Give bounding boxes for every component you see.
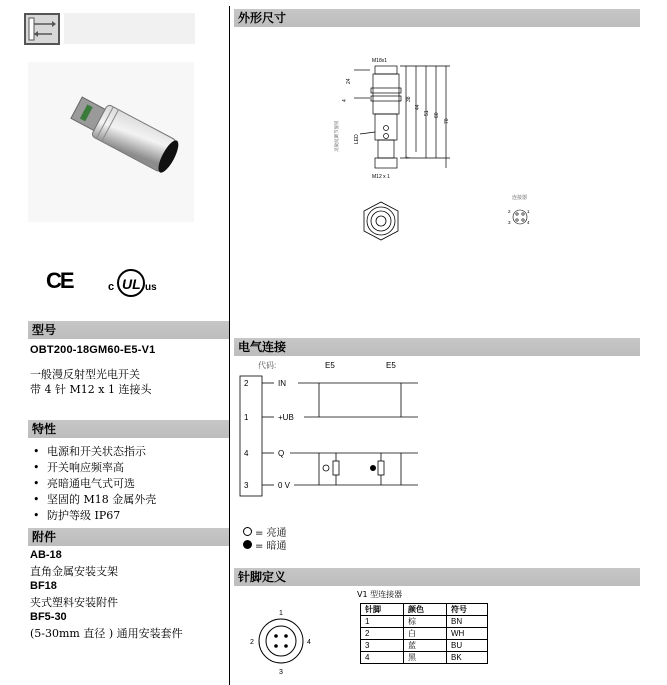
model-number: OBT200-18GM60-E5-V1 (30, 344, 156, 356)
table-cell: 2 (361, 628, 404, 640)
pinout-connector-drawing (248, 605, 318, 677)
knob-label: 灵敏度调节旋钮 (335, 120, 340, 152)
accessory-code: BF18 (30, 580, 57, 592)
conn-pin-1: 1 (527, 209, 530, 214)
table-cell: 1 (361, 616, 404, 628)
feature-item: • 坚固的 M18 金属外壳 (33, 493, 157, 506)
legend-dark (243, 537, 287, 552)
pin-label-1: 1 (279, 610, 283, 617)
accessory-desc: 夹式塑料安装附件 (30, 596, 118, 609)
features-section-header: 特性 (28, 420, 229, 438)
dim-24: 24 (346, 78, 352, 84)
terminal-label: +UB (278, 413, 294, 422)
accessory-code: BF5-30 (30, 611, 67, 623)
electrical-section-header: 电气连接 (234, 338, 640, 356)
table-row (361, 640, 488, 652)
open-circle-icon (243, 527, 252, 536)
table-header-row (361, 604, 488, 616)
wiring-col1: E5 (325, 361, 335, 370)
cul-mark (108, 266, 160, 300)
feature-item: • 防护等级 IP67 (33, 509, 121, 522)
table-row (361, 616, 488, 628)
table-cell: BN (447, 616, 488, 628)
pinout-section-header: 针脚定义 (234, 568, 640, 586)
legend-light-text: = 亮通 (255, 528, 287, 539)
accessory-desc: (5-30mm 直径 ) 通用安装套件 (30, 627, 183, 640)
terminal-num: 2 (244, 379, 249, 388)
feature-text: 亮暗通电气式可选 (47, 477, 135, 490)
ce-mark: CE (46, 268, 73, 293)
feature-text: 坚固的 M18 金属外壳 (47, 493, 157, 506)
column-header: 针脚 (361, 604, 404, 616)
wiring-col2: E5 (386, 361, 396, 370)
pin-label-2: 2 (250, 639, 254, 646)
feature-text: 电源和开关状态指示 (47, 445, 146, 458)
thread-top-label: M18x1 (372, 58, 388, 64)
connector-small-drawing (505, 205, 535, 229)
feature-text: 开关响应频率高 (47, 461, 124, 474)
conn-pin-4: 4 (527, 220, 530, 225)
ul-c-text: c (108, 281, 115, 293)
pin-label-4: 4 (307, 639, 311, 646)
terminal-label: IN (278, 379, 286, 388)
product-description-2: 带 4 针 M12 x 1 连接头 (30, 383, 152, 396)
dim-44: 44 (415, 104, 421, 110)
table-cell: 黑 (404, 652, 447, 664)
model-section-header: 型号 (28, 321, 229, 339)
table-cell: BU (447, 640, 488, 652)
terminal-num: 3 (244, 481, 249, 490)
wiring-code-label: 代码: (258, 361, 277, 370)
conn-pin-3: 3 (508, 220, 511, 225)
led-label: LED (354, 134, 360, 144)
sensor-type-icon (24, 13, 60, 45)
header-strip (64, 13, 195, 44)
wiring-diagram (238, 358, 428, 503)
feature-item: • 开关响应频率高 (33, 461, 124, 474)
dim-60: 60 (434, 112, 440, 118)
terminal-label: Q (278, 449, 285, 458)
dim-7: 7 (406, 156, 412, 159)
front-view-drawing (360, 200, 402, 242)
dim-38: 38 (406, 96, 412, 102)
accessory-desc: 直角金属安装支架 (30, 565, 118, 578)
column-header: 颜色 (404, 604, 447, 616)
terminal-num: 1 (244, 413, 249, 422)
dimension-drawing (330, 52, 470, 187)
pin-label-3: 3 (279, 669, 283, 676)
dimensions-section-header: 外形尺寸 (234, 9, 640, 27)
ul-us-text: us (145, 282, 157, 293)
dim-70: 70 (444, 118, 450, 124)
column-header: 符号 (447, 604, 488, 616)
connector-title: V1 型连接器 (357, 590, 403, 599)
ul-text: UL (122, 276, 141, 292)
table-cell: 4 (361, 652, 404, 664)
accessory-code: AB-18 (30, 549, 62, 561)
terminal-num: 4 (244, 449, 249, 458)
terminal-label: 0 V (278, 481, 291, 490)
feature-item: • 亮暗通电气式可选 (33, 477, 135, 490)
thread-bottom-label: M12 x 1 (372, 174, 390, 180)
connector-caption: 连接器 (512, 195, 528, 201)
dim-51: 51 (424, 110, 430, 116)
column-divider (229, 6, 230, 685)
table-row (361, 628, 488, 640)
pinout-table (360, 603, 488, 664)
product-photo (28, 62, 194, 222)
legend-dark-text: = 暗通 (255, 541, 287, 552)
table-cell: WH (447, 628, 488, 640)
table-cell: BK (447, 652, 488, 664)
product-description-1: 一般漫反射型光电开关 (30, 368, 140, 381)
table-cell: 棕 (404, 616, 447, 628)
feature-text: 防护等级 IP67 (47, 509, 121, 522)
dim-4: 4 (342, 99, 348, 102)
filled-circle-icon (243, 540, 252, 549)
table-row (361, 652, 488, 664)
table-cell: 白 (404, 628, 447, 640)
conn-pin-2: 2 (508, 209, 511, 214)
table-cell: 蓝 (404, 640, 447, 652)
feature-item: • 电源和开关状态指示 (33, 445, 146, 458)
accessories-section-header: 附件 (28, 528, 229, 546)
table-cell: 3 (361, 640, 404, 652)
